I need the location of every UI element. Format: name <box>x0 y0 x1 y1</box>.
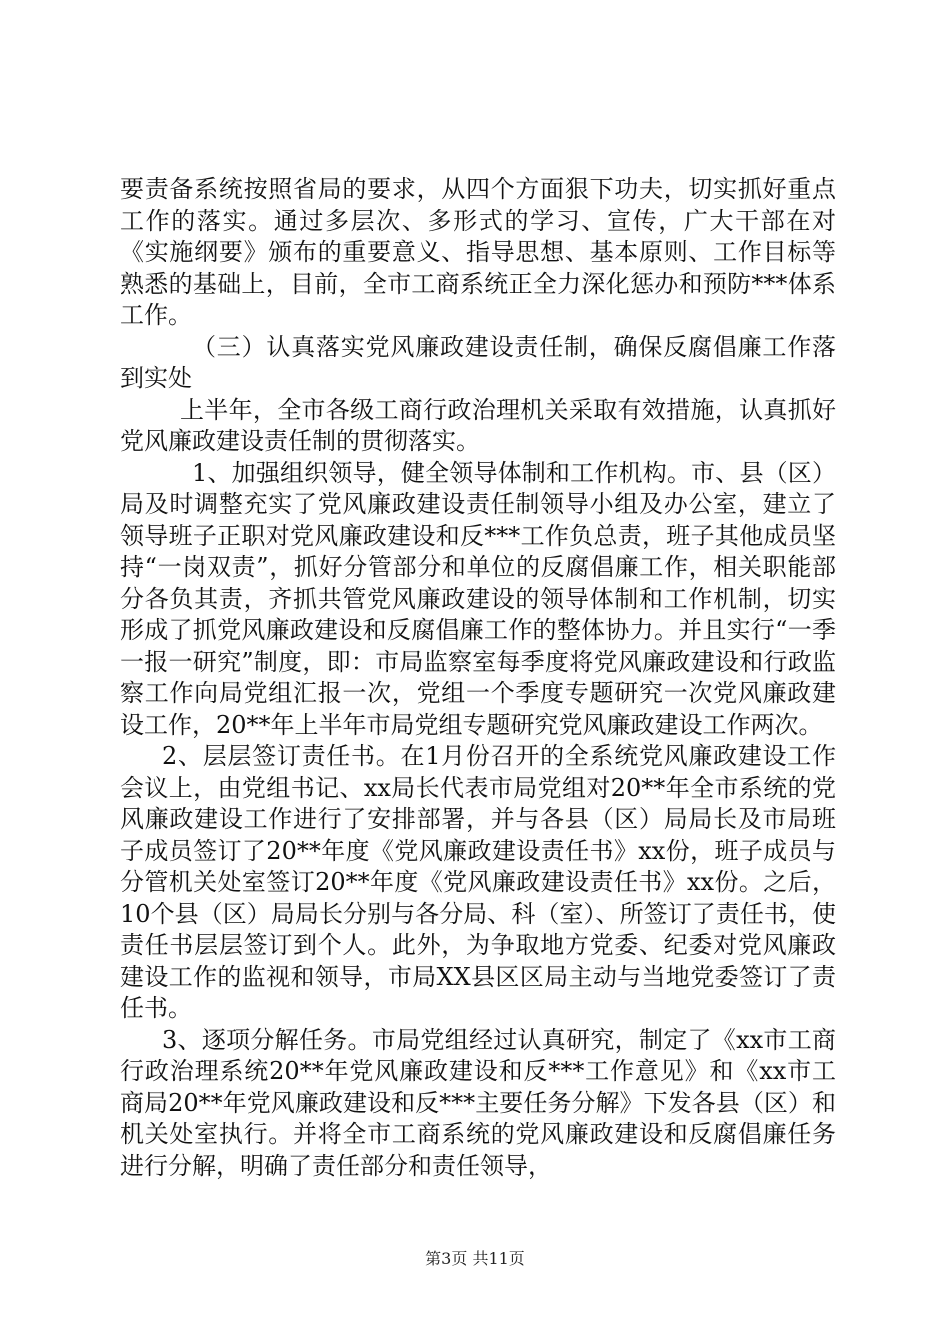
paragraph-half-year: 上半年，全市各级工商行政治理机关采取有效措施，认真抓好党风廉政建设责任制的贯彻落实。 <box>120 395 836 455</box>
paragraph-item-2: 2、层层签订责任书。在1月份召开的全系统党风廉政建设工作会议上，由党组书记、xx局长代表市局党组对20**年全市系统的党风廉政建设工作进行了安排部署，并与各县（区）局局长及市局班子成员签订了20**年度《党风廉政建设责任书》xx份，班子成员与分管机关处室签订20**年度《党风廉政建设责任书》xx份。之后，10个县（区）局局长分别与各分局、科（室）、所签订了责任书，使责任书层层签订到个人。此外，为争取地方党委、纪委对党风廉政建设工作的监视和领导，市局XX县区区局主动与当地党委签订了责任书。 <box>120 742 836 1022</box>
paragraph-intro: 要责备系统按照省局的要求，从四个方面狠下功夫，切实抓好重点工作的落实。通过多层次、多形式的学习、宣传，广大干部在对《实施纲要》颁布的重要意义、指导思想、基本原则、工作目标等熟悉的基础上，目前，全市工商系统正全力深化惩办和预防***体系工作。 <box>120 175 836 329</box>
paragraph-item-3: 3、逐项分解任务。市局党组经过认真研究，制定了《xx市工商行政治理系统20**年党风廉政建设和反***工作意见》和《xx市工商局20**年党风廉政建设和反***主要任务分解》下发各县（区）和机关处室执行。并将全市工商系统的党风廉政建设和反腐倡廉任务进行分解，明确了责任部分和责任领导， <box>120 1025 836 1180</box>
paragraph-item-1: 1、加强组织领导，健全领导体制和工作机构。市、县（区）局及时调整充实了党风廉政建设责任制领导小组及办公室，建立了领导班子正职对党风廉政建设和反***工作负总责，班子其他成员坚持“一岗双责”，抓好分管部分和单位的反腐倡廉工作，相关职能部分各负其责，齐抓共管党风廉政建设的领导体制和工作机制，切实形成了抓党风廉政建设和反腐倡廉工作的整体协力。并且实行“一季一报一研究”制度，即：市局监察室每季度将党风廉政建设和行政监察工作向局党组汇报一次，党组一个季度专题研究一次党风廉政建设工作，20**年上半年市局党组专题研究党风廉政建设工作两次。 <box>120 458 836 739</box>
section-heading-3: （三）认真落实党风廉政建设责任制，确保反腐倡廉工作落到实处 <box>120 332 836 392</box>
document-body <box>120 174 836 1182</box>
page-number-footer: 第3页 共11页 <box>425 1249 525 1268</box>
